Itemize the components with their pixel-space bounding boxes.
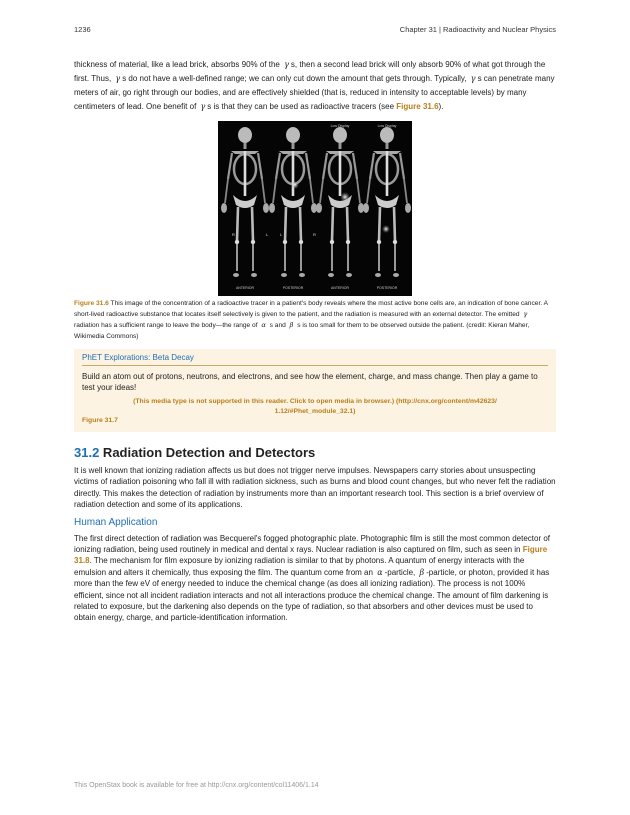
- label-anterior-2: ANTERIOR: [330, 286, 350, 290]
- label-low-display-1: Low Display: [330, 124, 350, 128]
- section-paragraph-1: It is well known that ionizing radiation affects us but does not trigger nerve impulses. Newspapers carry stories about unsuspecting victims of radiation poisoning who fall ill with radiation sickness, such as burns and blood count changes, but who never felt the radiation directly. This makes the detection of radiation by instruments more than an important research tool. This section is a brief overview of radiation detection and some of its applications.: [74, 466, 556, 510]
- phet-description: Build an atom out of protons, neutrons, and electrons, and see how the element, charge, and mass change. Then play a game to test your ideas!: [82, 372, 538, 392]
- side-mark-r-2: R: [313, 232, 316, 237]
- label-posterior-2: POSTERIOR: [376, 286, 398, 290]
- label-low-display-2: Low Display: [377, 124, 397, 128]
- side-mark-l-1: L: [266, 232, 269, 237]
- page-footer: This OpenStax book is available for free at http://cnx.org/content/col11406/1.14: [74, 782, 319, 789]
- page-content: [74, 58, 556, 624]
- figure-31-6-link[interactable]: Figure 31.6: [396, 102, 439, 111]
- bone-scan-image: [218, 121, 412, 296]
- section-paragraph-2: The first direct detection of radiation was Becquerel's fogged photographic plate. Photographic film is still the most common detector of ionizing radiation, being used routinely in medical and dental x rays. Nuclear radiation is also captured on film, such as seen in Figure 31.8. The mechanism for film exposure by ionizing radiation is similar to that by photons. A quantum of energy interacts with the emulsion and alters it chemically, thus exposing the film. The quantum come from an α -particle, β -particle, or photon, provided it has more than the few eV of energy needed to induce the chemical change (as does all ionizing radiation). The process is not 100% efficient, since not all incident radiation interacts and not all interactions produce the chemical change. The amount of film darkening is related to exposure, but the darkening also depends on the type of radiation, so that absorbers and other devices must be used to obtain energy, charge, and particle-identification information.: [74, 533, 550, 623]
- phet-figure-label: Figure 31.7: [82, 417, 118, 424]
- side-mark-r-1: R: [232, 232, 235, 237]
- figure-caption: Figure 31.6 This image of the concentration of a radioactive tracer in a patient's body reveals where the most active bone cells are, an indication of bone cancer. A short-lived radioactive substance that locates itself selectively is given to the patient, and the radiation is measured with an external detector. The emitted γ radiation has a sufficient range to leave the body—the range of α s and β s is too small for them to be observed outside the patient. (credit: Kieran Maher, Wikimedia Commons): [74, 300, 548, 340]
- chapter-title: Chapter 31 | Radioactivity and Nuclear Physics: [399, 25, 556, 34]
- subsection-heading: Human Application: [74, 516, 158, 528]
- label-anterior-1: ANTERIOR: [235, 286, 255, 290]
- label-posterior-1: POSTERIOR: [282, 286, 304, 290]
- section-heading: 31.2 Radiation Detection and Detectors: [74, 445, 316, 460]
- phet-explorations-box: [74, 349, 556, 432]
- phet-title: PhET Explorations: Beta Decay: [82, 353, 548, 366]
- phet-media-link[interactable]: (This media type is not supported in this reader. Click to open media in browser.) (http://cnx.org/content/m42623/ 1.12/#Phet_module_32.1): [133, 398, 497, 415]
- figure-31-8-link[interactable]: Figure 31.8: [74, 545, 548, 566]
- side-mark-l-2: L: [280, 232, 283, 237]
- intro-paragraph: thickness of material, like a lead brick, absorbs 90% of the γ s, then a second lead brick will only absorb 90% of what got through the first. Thus, γ s do not have a well-defined range; we can only cut down the amount that gets through. Typically, γ s can penetrate many meters of air, go right through our bodies, and are effectively shielded (that is, reduced in intensity to acceptable levels) by many centimeters of lead. One benefit of γ s is that they can be used as radioactive tracers (see Figure 31.6).: [74, 60, 555, 111]
- page-number: 1236: [74, 25, 91, 34]
